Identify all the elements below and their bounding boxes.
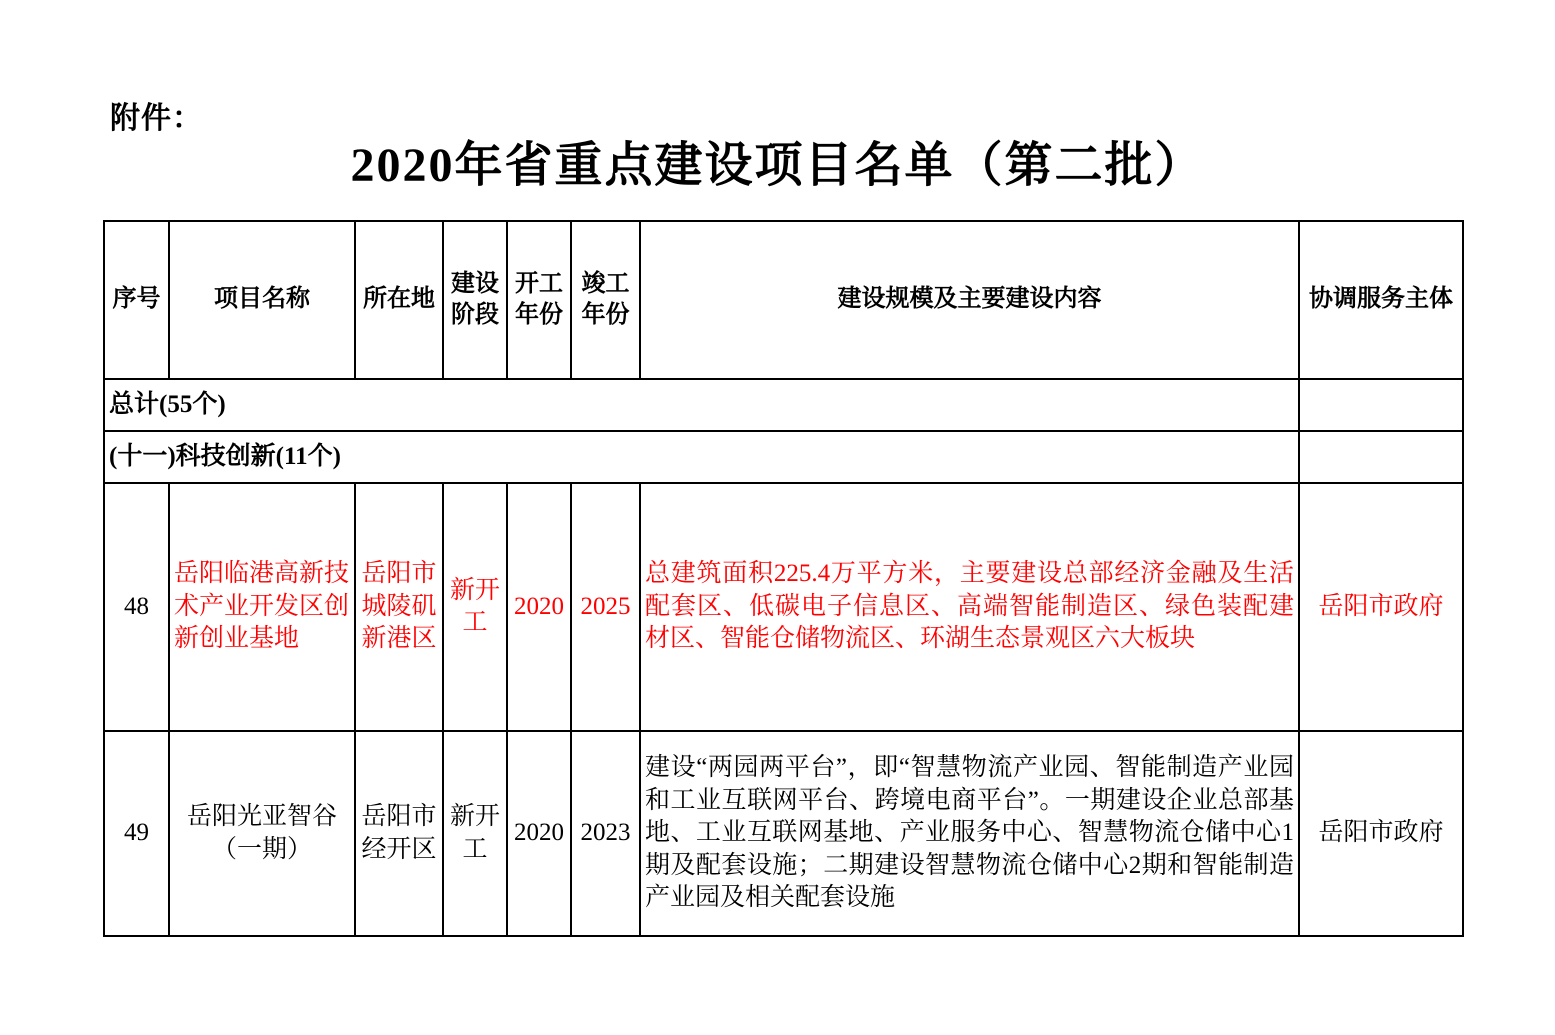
cell-content: 建设“两园两平台”，即“智慧物流产业园、智能制造产业园和工业互联网平台、跨境电商平台”。一期建设企业总部基地、工业互联网基地、产业服务中心、智慧物流仓储中心1期及配套设施；二期建设智慧物流仓储中心2期和智能制造产业园及相关配套设施 [640, 731, 1299, 936]
attachment-label: 附件： [110, 102, 203, 135]
table-row [104, 731, 1463, 936]
cell-end-year: 2023 [571, 731, 640, 936]
category-label: (十一)科技创新(11个) [104, 431, 1299, 483]
cell-location: 岳阳市城陵矶新港区 [355, 483, 443, 731]
cell-serial: 48 [104, 483, 169, 731]
projects-table [103, 220, 1464, 937]
cell-serial: 49 [104, 731, 169, 936]
header-serial: 序号 [104, 221, 169, 379]
cell-stage: 新开工 [443, 483, 507, 731]
header-content: 建设规模及主要建设内容 [640, 221, 1299, 379]
cell-coordinator: 岳阳市政府 [1299, 731, 1463, 936]
summary-row [104, 379, 1463, 431]
table-header-row [104, 221, 1463, 379]
category-row [104, 431, 1463, 483]
cell-coordinator: 岳阳市政府 [1299, 483, 1463, 731]
header-end-year: 竣工年份 [571, 221, 640, 379]
summary-label: 总计(55个) [104, 379, 1299, 431]
header-stage: 建设阶段 [443, 221, 507, 379]
header-coordinator: 协调服务主体 [1299, 221, 1463, 379]
cell-end-year: 2025 [571, 483, 640, 731]
cell-content: 总建筑面积225.4万平方米，主要建设总部经济金融及生活配套区、低碳电子信息区、高端智能制造区、绿色装配建材区、智能仓储物流区、环湖生态景观区六大板块 [640, 483, 1299, 731]
cell-location: 岳阳市经开区 [355, 731, 443, 936]
cell-start-year: 2020 [507, 731, 571, 936]
header-location: 所在地 [355, 221, 443, 379]
table-row [104, 483, 1463, 731]
cell-project-name: 岳阳临港高新技术产业开发区创新创业基地 [169, 483, 355, 731]
cell-start-year: 2020 [507, 483, 571, 731]
page-title: 2020年省重点建设项目名单（第二批） [350, 139, 1205, 192]
summary-empty-cell [1299, 379, 1463, 431]
header-project-name: 项目名称 [169, 221, 355, 379]
cell-project-name: 岳阳光亚智谷（一期） [169, 731, 355, 936]
category-empty-cell [1299, 431, 1463, 483]
cell-stage: 新开工 [443, 731, 507, 936]
header-start-year: 开工年份 [507, 221, 571, 379]
